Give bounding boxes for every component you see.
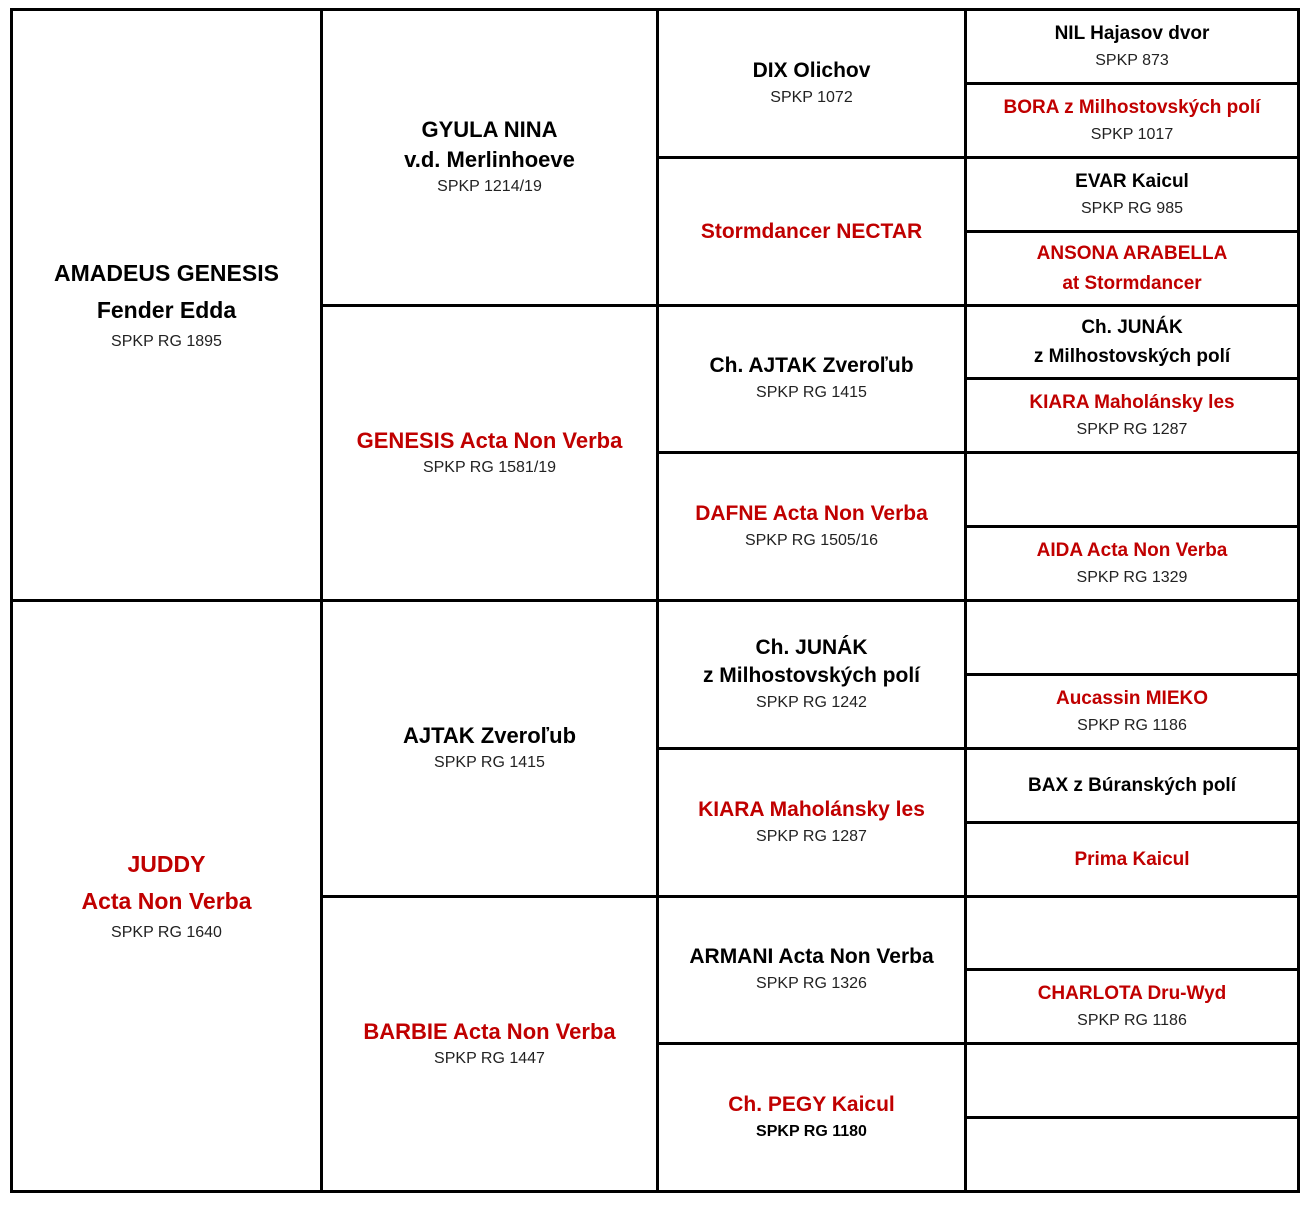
registration-number: SPKP RG 1287 — [1076, 420, 1188, 438]
dog-name-line: Stormdancer NECTAR — [700, 219, 923, 243]
pedigree-cell-gen3-6 — [656, 747, 967, 898]
dog-name-line: GENESIS Acta Non Verba — [356, 427, 623, 453]
dog-name-line: at Stormdancer — [1062, 272, 1202, 294]
dog-name-line: Ch. AJTAK Zveroľub — [709, 354, 914, 378]
pedigree-cell-gen2-3 — [320, 599, 659, 898]
dog-name-line: BAX z Búranských polí — [1028, 774, 1236, 796]
pedigree-cell-gen1-1 — [10, 8, 323, 602]
pedigree-cell-gen3-7 — [656, 895, 967, 1045]
dog-name-line: Acta Non Verba — [81, 888, 252, 915]
pedigree-cell-gen4-3 — [964, 156, 1300, 233]
registration-number: SPKP 1214/19 — [437, 177, 542, 195]
pedigree-cell-gen3-4 — [656, 451, 967, 602]
dog-name-line: Aucassin MIEKO — [1055, 688, 1209, 710]
dog-name-line: GYULA NINA — [421, 117, 558, 143]
pedigree-cell-gen4-7 — [964, 451, 1300, 528]
pedigree-cell-gen4-14 — [964, 968, 1300, 1045]
registration-number: SPKP RG 1326 — [756, 975, 867, 993]
dog-name-line: Prima Kaicul — [1074, 848, 1190, 870]
registration-number: SPKP RG 1415 — [434, 754, 545, 772]
registration-number: SPKP RG 1415 — [756, 384, 867, 402]
pedigree-cell-gen4-12 — [964, 821, 1300, 898]
registration-number: SPKP 873 — [1095, 51, 1169, 69]
dog-name-line: BORA z Milhostovských polí — [1003, 97, 1261, 119]
pedigree-cell-gen4-8 — [964, 525, 1300, 602]
dog-name-line: Ch. PEGY Kaicul — [728, 1092, 895, 1116]
dog-name-line: BARBIE Acta Non Verba — [363, 1018, 616, 1044]
pedigree-cell-gen4-13 — [964, 895, 1300, 971]
registration-number: SPKP RG 1186 — [1077, 1011, 1187, 1029]
registration-number: SPKP 1017 — [1090, 125, 1174, 143]
registration-number: SPKP RG 1505/16 — [744, 531, 879, 549]
pedigree-cell-gen4-2 — [964, 82, 1300, 159]
dog-name-line: JUDDY — [127, 851, 206, 878]
pedigree-cell-gen3-8 — [656, 1042, 967, 1193]
pedigree-cell-gen3-2 — [656, 156, 967, 307]
pedigree-cell-gen2-2 — [320, 304, 659, 602]
dog-name-line: AIDA Acta Non Verba — [1036, 540, 1228, 562]
registration-number: SPKP RG 1242 — [756, 693, 867, 711]
registration-number: SPKP RG 1180 — [756, 1122, 867, 1140]
pedigree-cell-gen4-10 — [964, 673, 1300, 750]
dog-name-line: z Milhostovských polí — [1033, 346, 1231, 367]
pedigree-cell-gen3-1 — [656, 8, 967, 159]
registration-number: SPKP RG 1447 — [434, 1049, 545, 1067]
registration-number: SPKP RG 1895 — [111, 333, 222, 350]
registration-number: SPKP RG 1287 — [756, 827, 867, 845]
dog-name-line: DAFNE Acta Non Verba — [695, 501, 928, 525]
dog-name-line: AJTAK Zveroľub — [402, 723, 577, 749]
pedigree-cell-gen4-11 — [964, 747, 1300, 824]
dog-name-line: v.d. Merlinhoeve — [404, 146, 575, 172]
pedigree-cell-gen3-3 — [656, 304, 967, 454]
dog-name-line: EVAR Kaicul — [1075, 171, 1189, 193]
dog-name-line: DIX Olichov — [752, 58, 871, 82]
pedigree-cell-gen4-16 — [964, 1116, 1300, 1193]
dog-name-line: Fender Edda — [96, 297, 237, 324]
dog-name-line: KIARA Maholánsky les — [1029, 392, 1235, 414]
pedigree-cell-gen4-1 — [964, 8, 1300, 85]
registration-number: SPKP RG 1640 — [111, 924, 222, 941]
dog-name-line: NIL Hajasov dvor — [1054, 23, 1210, 45]
pedigree-cell-gen4-9 — [964, 599, 1300, 676]
pedigree-cell-gen2-1 — [320, 8, 659, 307]
pedigree-cell-gen1-2 — [10, 599, 323, 1193]
dog-name-line: KIARA Maholánsky les — [698, 797, 925, 821]
registration-number: SPKP RG 1329 — [1076, 568, 1188, 586]
pedigree-cell-gen2-4 — [320, 895, 659, 1193]
dog-name-line: Ch. JUNÁK — [755, 635, 868, 659]
dog-name-line: Ch. JUNÁK — [1081, 316, 1183, 338]
dog-name-line: CHARLOTA Dru-Wyd — [1037, 983, 1227, 1005]
dog-name-line: AMADEUS GENESIS — [54, 260, 279, 287]
dog-name-line: ARMANI Acta Non Verba — [689, 945, 934, 969]
pedigree-cell-gen4-5 — [964, 304, 1300, 380]
pedigree-cell-gen4-4 — [964, 230, 1300, 307]
pedigree-cell-gen3-5 — [656, 599, 967, 750]
registration-number: SPKP RG 985 — [1081, 199, 1183, 217]
registration-number: SPKP RG 1186 — [1077, 716, 1187, 734]
registration-number: SPKP 1072 — [770, 88, 853, 106]
pedigree-cell-gen4-6 — [964, 377, 1300, 454]
dog-name-line: z Milhostovských polí — [702, 663, 921, 687]
pedigree-cell-gen4-15 — [964, 1042, 1300, 1119]
dog-name-line: ANSONA ARABELLA — [1036, 243, 1228, 265]
registration-number: SPKP RG 1581/19 — [422, 458, 557, 476]
